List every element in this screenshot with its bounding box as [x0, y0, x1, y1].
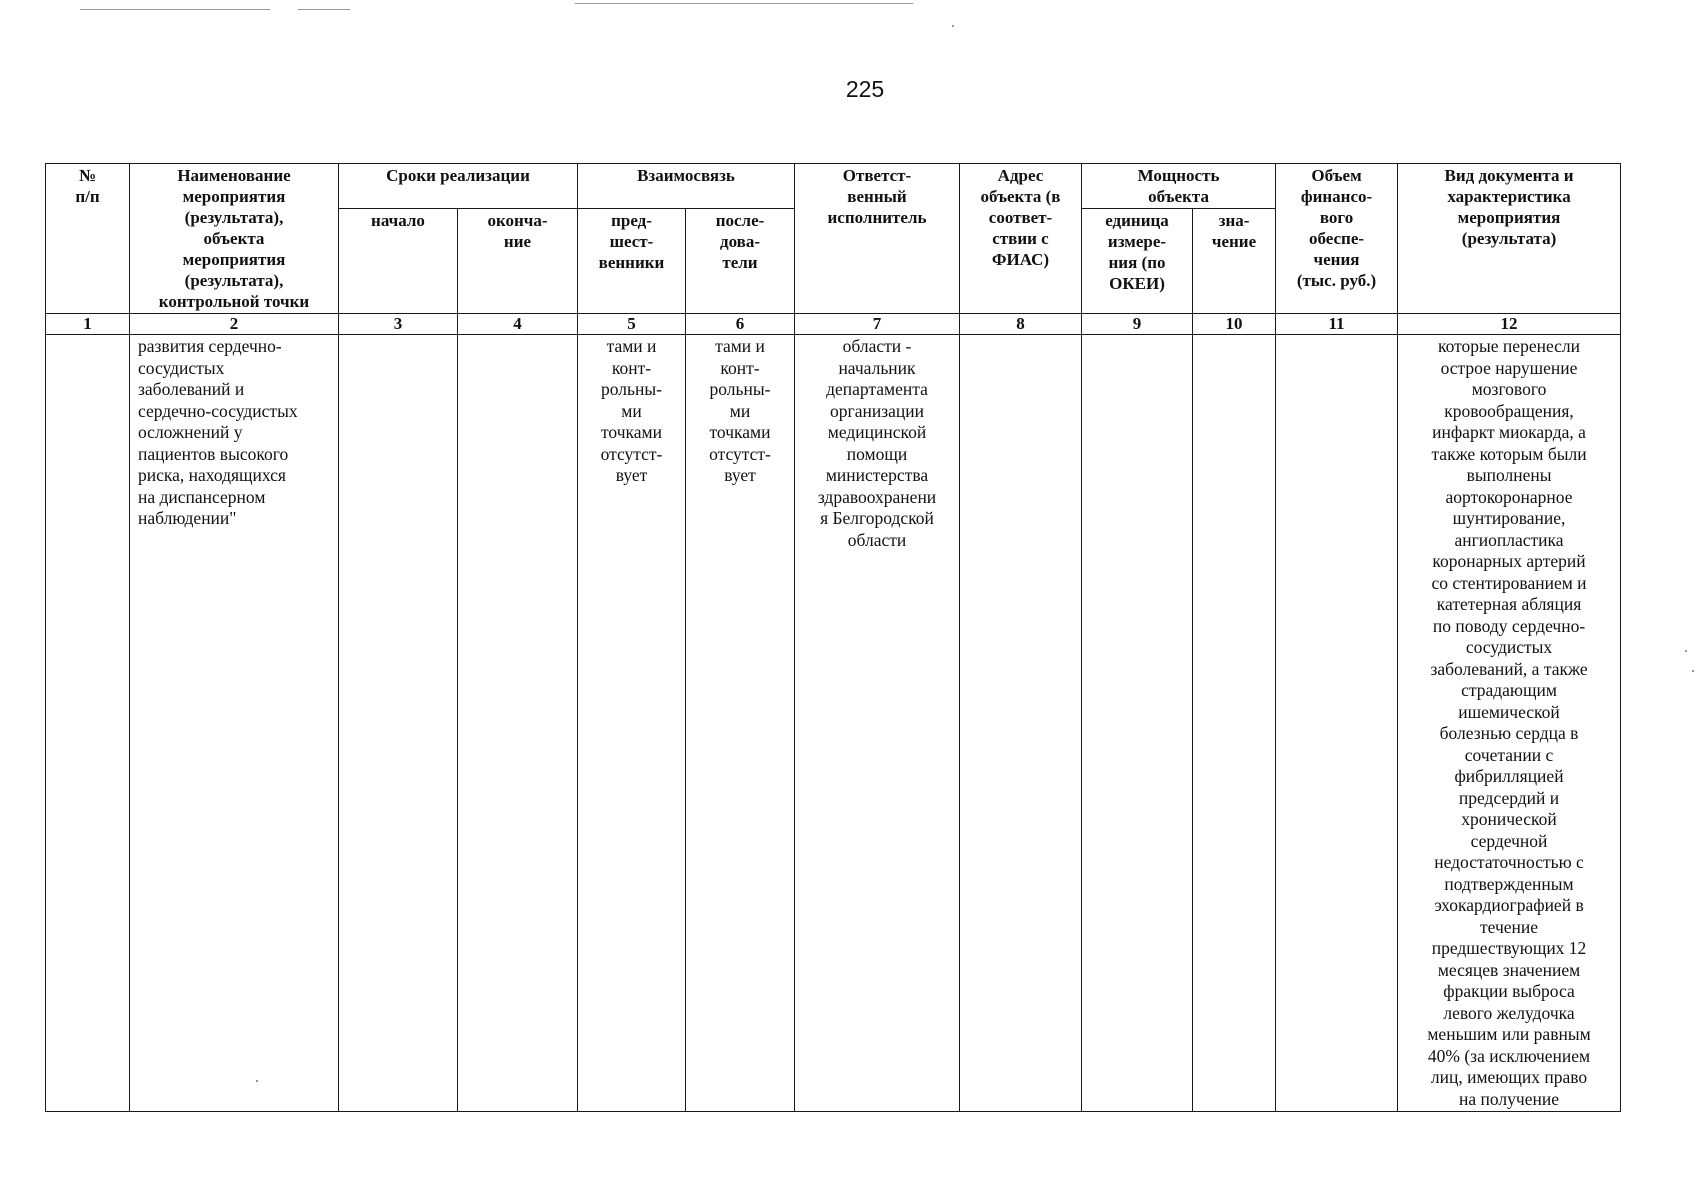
scan-speck	[952, 25, 954, 27]
header-cell-funding: Объем финансо- вого обеспе- чения (тыс. руб.)	[1276, 164, 1398, 314]
cell-unit	[1082, 335, 1193, 1112]
scan-line-3	[575, 3, 913, 4]
column-number: 12	[1398, 314, 1621, 335]
header-cell-predecessors: пред- шест- венники	[578, 209, 686, 314]
column-number: 4	[458, 314, 578, 335]
scan-line-1	[80, 9, 270, 10]
header-cell-event-name: Наименование мероприятия (результата), объекта мероприятия (результата), контрольной точки	[130, 164, 339, 314]
cell-successors: тами и конт- рольны- ми точками отсутст- вует	[686, 335, 795, 1112]
cell-funding	[1276, 335, 1398, 1112]
header-cell-number: № п/п	[46, 164, 130, 314]
document-table	[45, 163, 1621, 1112]
column-number: 6	[686, 314, 795, 335]
column-number: 2	[130, 314, 339, 335]
header-cell-document-type: Вид документа и характеристика мероприятия (результата)	[1398, 164, 1621, 314]
column-number: 1	[46, 314, 130, 335]
header-group-capacity: Мощность объекта	[1082, 164, 1276, 209]
header-cell-responsible: Ответст- венный исполнитель	[795, 164, 960, 314]
cell-address	[960, 335, 1082, 1112]
scan-speck	[1692, 670, 1694, 672]
column-number-row	[46, 314, 1621, 335]
header-cell-address: Адрес объекта (в соответ- ствии с ФИАС)	[960, 164, 1082, 314]
column-number: 5	[578, 314, 686, 335]
header-cell-end: оконча- ние	[458, 209, 578, 314]
table-row	[46, 335, 1621, 1112]
cell-end	[458, 335, 578, 1112]
header-cell-start: начало	[339, 209, 458, 314]
cell-responsible: области - начальник департамента организации медицинской помощи министерства здравоохранени я Белгородской области	[795, 335, 960, 1112]
cell-event-name: развития сердечно- сосудистых заболеваний и сердечно-сосудистых осложнений у пациентов высокого риска, находящихся на диспансерном наблюдении"	[130, 335, 339, 1112]
header-cell-value: зна- чение	[1193, 209, 1276, 314]
cell-predecessors: тами и конт- рольны- ми точками отсутст- вует	[578, 335, 686, 1112]
cell-number	[46, 335, 130, 1112]
header-row-1	[46, 164, 1621, 209]
cell-start	[339, 335, 458, 1112]
scan-speck	[1685, 650, 1687, 652]
column-number: 3	[339, 314, 458, 335]
page-number: 225	[845, 76, 885, 102]
scan-line-2	[298, 9, 350, 10]
header-group-relationship: Взаимосвязь	[578, 164, 795, 209]
header-cell-unit: единица измере- ния (по ОКЕИ)	[1082, 209, 1193, 314]
column-number: 7	[795, 314, 960, 335]
column-number: 9	[1082, 314, 1193, 335]
header-cell-successors: после- дова- тели	[686, 209, 795, 314]
cell-value	[1193, 335, 1276, 1112]
header-group-terms: Сроки реализации	[339, 164, 578, 209]
column-number: 10	[1193, 314, 1276, 335]
column-number: 8	[960, 314, 1082, 335]
cell-document-type: которые перенесли острое нарушение мозгового кровообращения, инфаркт миокарда, а также которым были выполнены аортокоронарное шунтирование, ангиопластика коронарных артерий со стентированием и катетерная абляция по поводу сердечно- сосудистых заболеваний, а также страдающим ишемической болезнью сердца в сочетании с фибрилляцией предсердий и хронической сердечной недостаточностью с подтвержденным эхокардиографией в течение предшествующих 12 месяцев значением фракции выброса левого желудочка меньшим или равным 40% (за исключением лиц, имеющих право на получение	[1398, 335, 1621, 1112]
column-number: 11	[1276, 314, 1398, 335]
